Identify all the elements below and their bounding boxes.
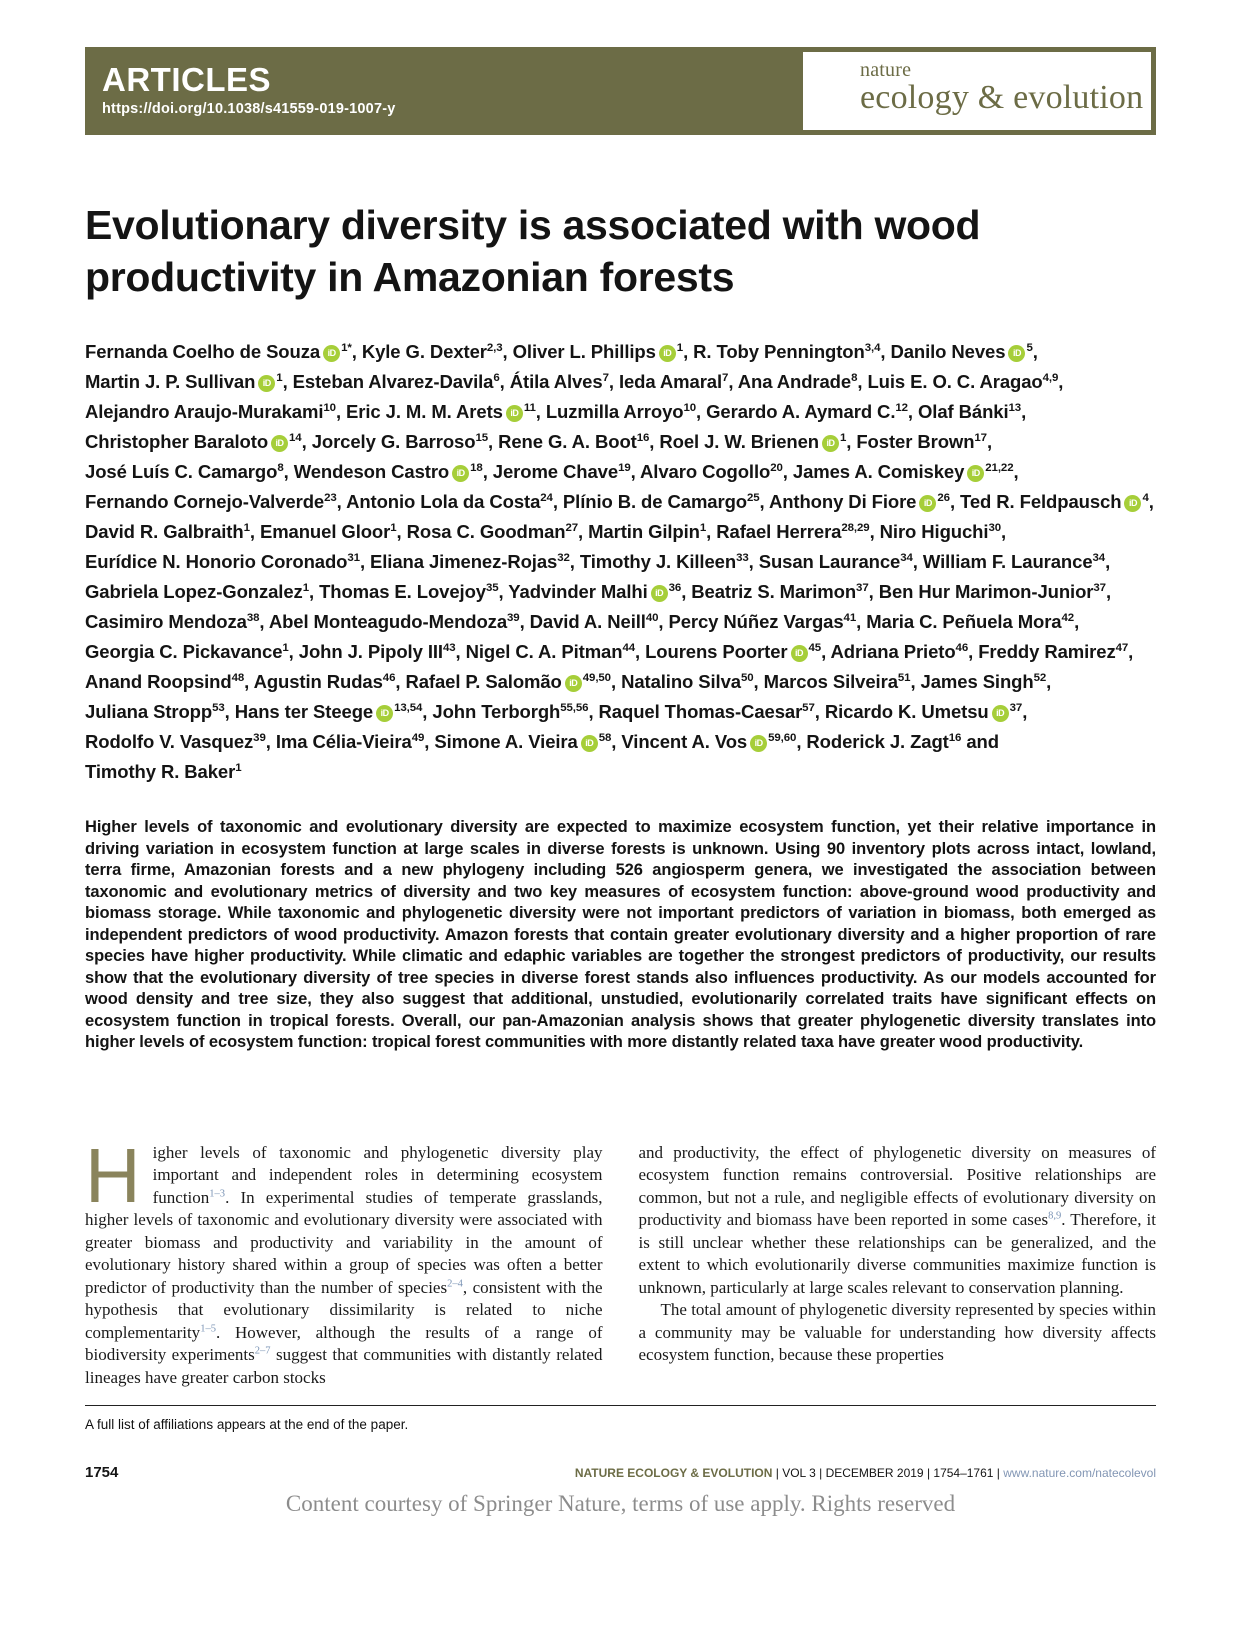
author-name: Thomas E. Lovejoy [319,581,486,602]
author-affiliation-sup: 37 [1093,581,1106,594]
author-affiliation-sup: 11 [523,401,536,414]
author-name: Timothy J. Killeen [579,551,737,572]
author-affiliation-sup: 1 [243,521,250,534]
author-name: Anand Roopsind [85,671,232,692]
author-name: Nigel C. A. Pitman [465,641,623,662]
author-name: Simone A. Vieira [434,731,578,752]
author-entry [978,641,1128,662]
author-entry [691,581,868,602]
author-affiliation-sup: 14 [289,431,302,444]
author-entry [879,581,1106,602]
author-entry [466,641,635,662]
orcid-icon[interactable]: iD [271,435,288,452]
author-name: Wendeson Castro [293,461,450,482]
drop-cap: H [85,1132,141,1219]
author-entry [405,671,611,692]
author-name: Martin Gilpin [588,521,700,542]
author-affiliation-sup: 23 [324,491,337,504]
footer-volume-info: | VOL 3 | DECEMBER 2019 | 1754–1761 | [772,1466,1004,1480]
author-entry [312,431,488,452]
author-affiliation-sup: 2,3 [486,341,503,354]
author-affiliation-sup: 39 [507,611,520,624]
author-affiliation-sup: 1 [302,581,309,594]
author-entry [806,731,961,752]
author-affiliation-sup: 36 [668,581,682,594]
author-name: Gabriela Lopez-Gonzalez [85,581,303,602]
orcid-icon[interactable]: iD [258,375,275,392]
author-entry [346,491,553,512]
author-entry [716,521,869,542]
author-name: Ricardo K. Umetsu [824,701,989,722]
orcid-icon[interactable]: iD [822,435,839,452]
author-affiliation-sup: 5 [1026,341,1033,354]
author-name: Rodolfo V. Vasquez [85,731,254,752]
orcid-icon[interactable]: iD [452,465,469,482]
author-name: James A. Comiskey [792,461,965,482]
author-name: Fernanda Coelho de Souza [85,341,321,362]
author-name: Casimiro Mendoza [85,611,247,632]
orcid-icon[interactable]: iD [506,405,523,422]
orcid-icon[interactable]: iD [919,495,936,512]
author-name: James Singh [920,671,1034,692]
author-name: Ana Andrade [737,371,852,392]
author-affiliation-sup: 33 [736,551,749,564]
author-name: Rafael Herrera [716,521,842,542]
author-name: Natalino Silva [621,671,741,692]
author-name: Danilo Neves [890,341,1006,362]
author-name: Maria C. Peñuela Mora [866,611,1062,632]
author-entry [85,761,242,782]
author-name: Timothy R. Baker [85,761,236,782]
author-affiliation-sup: 25 [746,491,760,504]
author-name: Gerardo A. Aymard C. [706,401,896,422]
author-affiliation-sup: 10 [683,401,697,414]
author-affiliation-sup: 47 [1115,641,1129,654]
body-paragraph: and productivity, the effect of phylogenetic diversity on measures of ecosystem function remains controversial. Positive relationships are common, but not a rule, and negligible effects of evolutionary diversity on productivity and biomass have been reported in some cases$^{8,9}$. Therefore, it is still unclear whether these relationships can be generalized, and the extent to which evolutionarily diverse communities maximize function is unknown, particularly at large scales relevant to conservation planning. [638,1142,1156,1297]
author-entry [918,401,1021,422]
author-entry [85,581,309,602]
author-entry [921,671,1047,692]
author-entry [85,401,336,422]
author-affiliation-sup: 45 [808,641,822,654]
author-entry [759,551,913,572]
author-affiliation-sup: 37 [856,581,869,594]
author-affiliation-sup: 18 [470,461,483,474]
author-affiliation-sup: 1 [676,341,684,354]
orcid-icon[interactable]: iD [750,735,767,752]
body-paragraph: Higher levels of taxonomic and phylogenetic diversity play important and independent roles in determining ecosystem function$^{1-3}$. In experimental studies of temperate grasslands, higher levels of taxonomic and evolutionary diversity were associated with greater biomass and productivity and variability in the amount of evolutionary history shared within a group of species was often a better predictor of productivity than the number of species$^{2-4}$, consistent with the hypothesis that evolutionary dissimilarity is related to niche complementarity$^{1-5}$. However, although the results of a range of biodiversity experiments$^{2-7}$ suggest that communities with distantly related lineages have greater carbon stocks [85,1132,603,1387]
body-column-left [85,1132,603,1390]
orcid-icon[interactable]: iD [565,675,582,692]
author-affiliation-sup: 40 [645,611,659,624]
author-entry [923,551,1105,572]
orcid-icon[interactable]: iD [1008,345,1025,362]
body-paragraph: The total amount of phylogenetic diversity represented by species within a community may be valuable for understanding how diversity affects ecosystem function, because these properties [638,1300,1156,1364]
author-name: Foster Brown [856,431,975,452]
author-entry [85,731,266,752]
author-name: Ben Hur Marimon-Junior [878,581,1094,602]
author-affiliation-sup: 10 [323,401,336,414]
author-entry [640,461,783,482]
author-name: Roel J. W. Brienen [659,431,819,452]
author-entry [825,701,1022,722]
author-entry [346,401,536,422]
author-affiliation-sup: 1 [282,641,289,654]
author-affiliation-sup: 38 [246,611,260,624]
author-affiliation-sup: 59,60 [768,731,797,744]
author-affiliation-sup: 37 [1009,701,1023,714]
author-affiliation-sup: 19 [618,461,631,474]
author-affiliation-sup: 51 [897,671,911,684]
author-entry [621,671,753,692]
author-name: Olaf Bánki [918,401,1009,422]
author-entry [764,671,911,692]
author-name: Adriana Prieto [830,641,956,662]
author-entry [513,341,683,362]
page-title: Evolutionary diversity is associated with wood productivity in Amazonian forests [85,202,981,300]
article-type-label: ARTICLES [102,61,271,98]
author-name: Luzmilla Arroyo [545,401,684,422]
author-name: Eric J. M. M. Arets [346,401,503,422]
author-entry [254,671,396,692]
author-entry [645,641,821,662]
author-affiliation-sup: 24 [540,491,553,504]
author-entry [434,731,611,752]
author-entry [319,581,498,602]
journal-logo [803,52,1151,130]
author-name: Rafael P. Salomão [405,671,562,692]
author-affiliation-sup: 53 [212,701,225,714]
header-band [85,47,1156,135]
journal-logo-nature: nature [860,59,912,81]
author-name: William F. Laurance [922,551,1093,572]
author-affiliation-sup: 20 [770,461,783,474]
author-name: John Terborgh [432,701,561,722]
reference-sup[interactable]: 2–7 [254,1345,271,1357]
author-entry [85,431,302,452]
author-entry [769,491,950,512]
author-entry [693,341,880,362]
author-affiliation-sup: 46 [955,641,969,654]
author-affiliation-sup: 34 [1092,551,1106,564]
author-entry [85,371,283,392]
body-column-right [639,1142,1157,1390]
author-name: Ted R. Feldpausch [960,491,1122,512]
author-name: Hans ter Steege [234,701,374,722]
orcid-icon[interactable]: iD [1124,495,1141,512]
author-affiliation-sup: 49 [411,731,425,744]
author-entry [85,491,337,512]
author-name: Agustin Rudas [253,671,383,692]
author-affiliation-sup: 52 [1033,671,1047,684]
author-name: Vincent A. Vos [621,731,748,752]
author-name: Roderick J. Zagt [806,731,949,752]
author-entry [498,431,649,452]
author-affiliation-sup: 55,56 [560,701,589,714]
author-affiliation-sup: 13 [1008,401,1022,414]
footer-citation [575,1466,1156,1480]
reference-sup[interactable]: 1–3 [209,1187,226,1199]
author-list: Fernanda Coelho de Souza iD $^{1*}$, Kyle G. Dexter$^{2,3}$, Oliver L. Phillips iD $^1$, R. Toby Pennington$^{3,4}$, Danilo Neves iD $^5$, Martin J. P. Sullivan iD $^1$, Esteban Alvarez-Davila$^6$, Átila Alves$^7$, Ieda Amaral$^7$, Ana Andrade$^8$, Luis E. O. C. Aragao$^{4,9}$, Alejandro Araujo-Murakami$^{10}$, Eric J. M. M. Arets iD $^{11}$, Luzmilla Arroyo$^{10}$, Gerardo A. Aymard C.$^{12}$, Olaf Bánki$^{13}$, Christopher Baraloto iD $^{14}$, Jorcely G. Barroso$^{15}$, Rene G. A. Boot$^{16}$, Roel J. W. Brienen iD $^1$, Foster Brown$^{17}$, José Luís C. Camargo$^8$, Wendeson Castro iD $^{18}$, Jerome Chave$^{19}$, Alvaro Cogollo$^{20}$, James A. Comiskey iD $^{21,22}$, Fernando Cornejo-Valverde$^{23}$, Antonio Lola da Costa$^{24}$, Plínio B. de Camargo$^{25}$, Anthony Di Fiore iD $^{26}$, Ted R. Feldpausch iD $^4$, David R. Galbraith$^1$, Emanuel Gloor$^1$, Rosa C. Goodman$^{27}$, Martin Gilpin$^1$, Rafael Herrera$^{28,29}$, Niro Higuchi$^{30}$, Eurídice N. Honorio Coronado$^{31}$, Eliana Jimenez-Rojas$^{32}$, Timothy J. Killeen$^{33}$, Susan Laurance$^{34}$, William F. Laurance$^{34}$, Gabriela Lopez-Gonzalez$^1$, Thomas E. Lovejoy$^{35}$, Yadvinder Malhi iD $^{36}$, Beatriz S. Marimon$^{37}$, Ben Hur Marimon-Junior$^{37}$, Casimiro Mendoza$^{38}$, Abel Monteagudo-Mendoza$^{39}$, David A. Neill$^{40}$, Percy Núñez Vargas$^{41}$, Maria C. Peñuela Mora$^{42}$, Georgia C. Pickavance$^1$, John J. Pipoly III$^{43}$, Nigel C. A. Pitman$^{44}$, Lourens Poorter iD $^{45}$, Adriana Prieto$^{46}$, Freddy Ramirez$^{47}$, Anand Roopsind$^{48}$, Agustin Rudas$^{46}$, Rafael P. Salomão iD $^{49,50}$, Natalino Silva$^{50}$, Marcos Silveira$^{51}$, James Singh$^{52}$, Juliana Stropp$^{53}$, Hans ter Steege iD $^{13,54}$, John Terborgh$^{55,56}$, Raquel Thomas-Caesar$^{57}$, Ricardo K. Umetsu iD $^{37}$, Rodolfo V. Vasquez$^{39}$, Ima Célia-Vieira$^{49}$, Simone A. Vieira iD $^{58}$, Vincent A. Vos iD $^{59,60}$, Roderick J. Zagt$^{16}$ and Timothy R. Baker$^1$ [85,341,1154,782]
reference-sup[interactable]: 2–4 [447,1277,463,1289]
author-affiliation-sup: 16 [636,431,650,444]
author-name: Raquel Thomas-Caesar [598,701,803,722]
orcid-icon[interactable]: iD [651,585,668,602]
author-affiliation-sup: 3,4 [864,341,881,354]
author-entry [621,731,796,752]
author-name: Alvaro Cogollo [640,461,771,482]
author-name: Georgia C. Pickavance [85,641,283,662]
author-entry [793,461,1014,482]
author-name: Fernando Cornejo-Valverde [85,491,325,512]
doi-link[interactable]: https://doi.org/10.1038/s41559-019-1007-y [102,101,396,117]
orcid-icon[interactable]: iD [967,465,984,482]
author-name: Christopher Baraloto [85,431,269,452]
author-affiliation-sup: 30 [988,521,1001,534]
author-entry [85,521,250,542]
author-entry [269,611,520,632]
author-entry [85,461,284,482]
author-affiliation-sup: 39 [253,731,266,744]
author-name: Anthony Di Fiore [768,491,917,512]
author-affiliation-sup: 35 [485,581,499,594]
author-affiliation-sup: 34 [900,551,913,564]
author-entry [260,521,397,542]
author-entry [85,551,360,572]
author-affiliation-sup: 58 [598,731,612,744]
springer-watermark: Content courtesy of Springer Nature, terms of use apply. Rights reserved [285,1491,956,1516]
author-name: Marcos Silveira [763,671,898,692]
author-affiliation-sup: 1 [276,371,283,384]
author-affiliation-sup: 49,50 [582,671,611,684]
author-name: Alejandro Araujo-Murakami [85,401,324,422]
author-name: Rene G. A. Boot [498,431,637,452]
author-affiliation-sup: 31 [347,551,360,564]
author-name: Jorcely G. Barroso [311,431,476,452]
author-affiliation-sup: 42 [1061,611,1075,624]
author-name: Kyle G. Dexter [361,341,487,362]
author-name: Juliana Stropp [85,701,213,722]
abstract: Higher levels of taxonomic and evolutionary diversity are expected to maximize ecosystem function, yet their relative importance in driving variation in ecosystem function at large scales in diverse forests is unknown. Using 90 inventory plots across intact, lowland, terra firme, Amazonian forests and a new phylogeny including 526 angiosperm genera, we investigated the association between taxonomic and evolutionary metrics of diversity and two key measures of ecosystem function: above-ground wood productivity and biomass storage. While taxonomic and phylogenetic diversity were not important predictors of variation in biomass, both emerged as independent predictors of wood productivity. Amazon forests that contain greater evolutionary diversity and a higher proportion of rare species have higher productivity. While climatic and edaphic variables are together the strongest predictors of productivity, our results show that the evolutionary diversity of tree species in diverse forest stands also influences productivity. As our models accounted for wood density and tree size, they also suggest that additional, unstudied, evolutionarily correlated traits have significant effects on ecosystem function in tropical forests. Overall, our pan-Amazonian analysis shows that greater phylogenetic diversity translates into higher levels of ecosystem function: tropical forest communities with more distantly related taxa have greater wood productivity. [85,818,1156,1051]
body-columns [85,1132,1156,1390]
author-affiliation-sup: 57 [802,701,815,714]
author-entry [85,341,352,362]
author-name: Antonio Lola da Costa [346,491,541,512]
author-entry [362,341,503,362]
author-affiliation-sup: 16 [948,731,962,744]
author-name: Niro Higuchi [879,521,989,542]
author-name: David R. Galbraith [85,521,244,542]
author-entry [85,701,225,722]
author-name: Luis E. O. C. Aragao [867,371,1043,392]
author-entry [235,701,423,722]
author-affiliation-sup: 48 [231,671,245,684]
author-name: R. Toby Pennington [693,341,865,362]
journal-logo-subtitle: ecology & evolution [860,79,1144,116]
author-affiliation-sup: 7 [722,371,729,384]
author-entry [599,701,815,722]
author-name: Jerome Chave [492,461,619,482]
author-entry [294,461,483,482]
author-affiliation-sup: 1 [839,431,847,444]
author-entry [580,551,749,572]
author-name: Eurídice N. Honorio Coronado [85,551,348,572]
author-affiliation-sup: 1 [390,521,397,534]
author-entry [299,641,456,662]
author-affiliation-sup: 1 [235,761,242,774]
orcid-icon[interactable]: iD [323,345,340,362]
author-name: Rosa C. Goodman [406,521,566,542]
author-entry [370,551,570,572]
footer-journal-name: NATURE ECOLOGY & EVOLUTION [574,1466,773,1480]
author-name: Oliver L. Phillips [512,341,656,362]
author-affiliation-sup: 4 [1142,491,1149,504]
author-entry [960,491,1149,512]
author-name: Martin J. P. Sullivan [85,371,256,392]
author-affiliation-sup: 6 [493,371,500,384]
author-entry [880,521,1001,542]
author-entry [407,521,578,542]
author-affiliation-sup: 8 [851,371,858,384]
author-entry [856,431,987,452]
author-entry [493,461,631,482]
orcid-icon[interactable]: iD [581,735,598,752]
author-name: Plínio B. de Camargo [562,491,747,512]
author-name: Abel Monteagudo-Mendoza [268,611,508,632]
author-affiliation-sup: 28,29 [841,521,870,534]
author-entry [738,371,858,392]
author-name: Ima Célia-Vieira [275,731,412,752]
orcid-icon[interactable]: iD [376,705,393,722]
author-entry [530,611,659,632]
affiliations-footnote: A full list of affiliations appears at the end of the paper. [85,1417,409,1432]
author-entry [866,611,1074,632]
author-affiliation-sup: 44 [622,641,635,654]
author-name: Eliana Jimenez-Rojas [370,551,558,572]
author-entry [659,431,846,452]
author-entry [619,371,728,392]
author-name: Percy Núñez Vargas [668,611,844,632]
author-name: Lourens Poorter [645,641,788,662]
author-entry [276,731,424,752]
author-entry [508,581,681,602]
author-entry [510,371,609,392]
reference-sup[interactable]: 1–5 [200,1322,216,1334]
orcid-icon[interactable]: iD [659,345,676,362]
author-name: Átila Alves [509,371,603,392]
author-entry [867,371,1058,392]
orcid-icon[interactable]: iD [992,705,1009,722]
author-affiliation-sup: 32 [557,551,570,564]
author-entry [588,521,706,542]
author-entry [432,701,588,722]
author-name: Beatriz S. Marimon [691,581,857,602]
author-affiliation-sup: 1* [341,341,352,354]
author-affiliation-sup: 27 [565,521,579,534]
author-entry [293,371,500,392]
author-entry [546,401,696,422]
reference-sup[interactable]: 8,9 [1048,1210,1062,1222]
author-entry [563,491,760,512]
author-entry [706,401,908,422]
author-affiliation-sup: 21,22 [985,461,1014,474]
author-affiliation-sup: 15 [475,431,488,444]
page-footer [85,1464,1156,1481]
author-name: John J. Pipoly III [298,641,443,662]
footer-website-link[interactable]: www.nature.com/natecolevol [1003,1466,1156,1480]
orcid-icon[interactable]: iD [791,645,808,662]
author-entry [85,671,244,692]
author-affiliation-sup: 43 [442,641,456,654]
author-name: Freddy Ramirez [978,641,1116,662]
author-name: Ieda Amaral [618,371,723,392]
page-number: 1754 [85,1464,119,1481]
author-affiliation-sup: 50 [740,671,754,684]
author-affiliation-sup: 46 [382,671,396,684]
author-entry [830,641,968,662]
author-name: Esteban Alvarez-Davila [292,371,494,392]
author-entry [85,611,259,632]
author-affiliation-sup: 41 [843,611,857,624]
author-affiliation-sup: 7 [602,371,609,384]
author-entry [890,341,1032,362]
author-entry [668,611,856,632]
author-name: Susan Laurance [758,551,901,572]
author-name: Yadvinder Malhi [508,581,648,602]
author-affiliation-sup: 13,54 [394,701,423,714]
author-name: David A. Neill [529,611,646,632]
author-name: José Luís C. Camargo [85,461,278,482]
author-affiliation-sup: 8 [277,461,284,474]
author-affiliation-sup: 1 [699,521,707,534]
author-affiliation-sup: 12 [895,401,908,414]
author-entry [85,641,289,662]
author-affiliation-sup: 17 [974,431,987,444]
author-affiliation-sup: 4,9 [1042,371,1059,384]
footnote-divider [85,1405,1156,1406]
author-affiliation-sup: 26 [937,491,950,504]
author-name: Emanuel Gloor [259,521,391,542]
